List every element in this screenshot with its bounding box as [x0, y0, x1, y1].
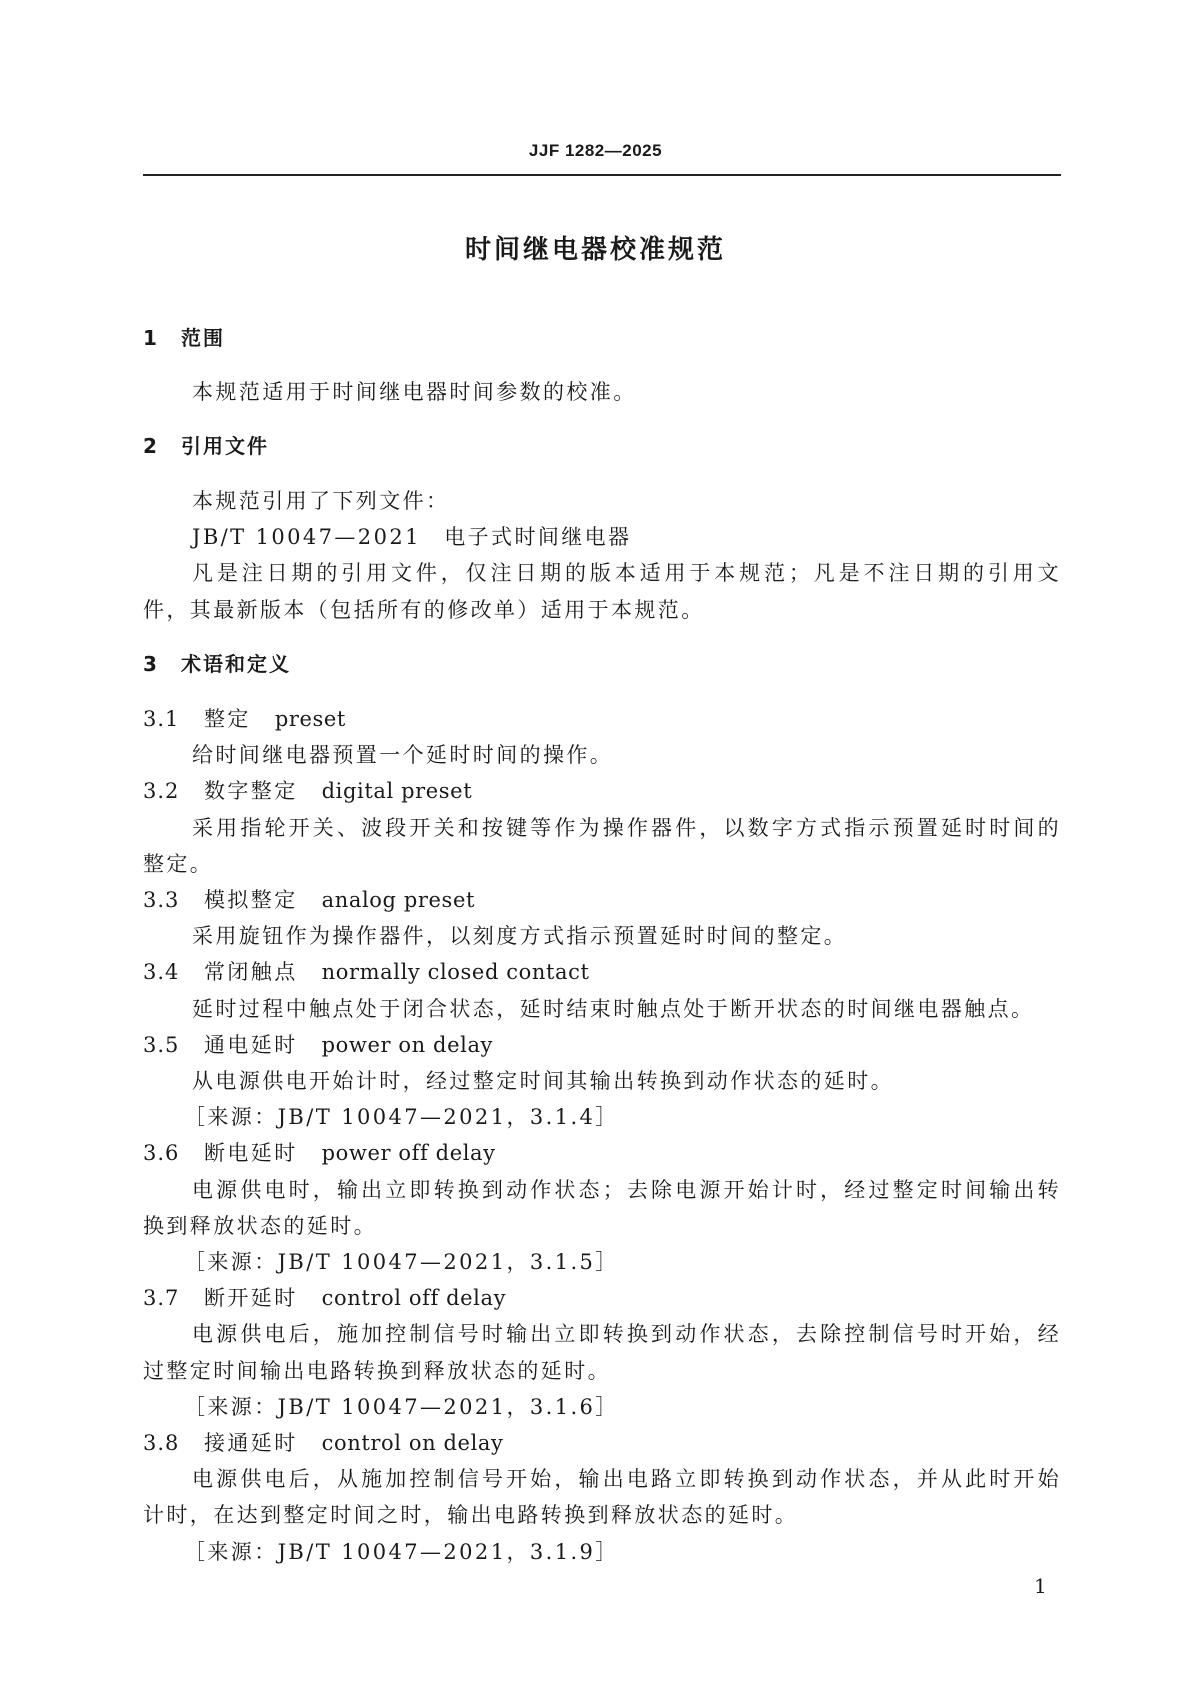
term-heading: [143, 957, 590, 987]
term-definition: 电源供电时，输出立即转换到动作状态；去除电源开始计时，经过整定时间输出转: [192, 1177, 1061, 1202]
term-english: digital preset: [321, 779, 473, 804]
term-definition: 采用指轮开关、波段开关和按键等作为操作器件，以数字方式指示预置延时时间的: [192, 815, 1061, 840]
section-number: 2: [143, 434, 159, 458]
document-title: 时间继电器校准规范: [464, 235, 726, 265]
term-definition: 从电源供电开始计时，经过整定时间其输出转换到动作状态的延时。: [192, 1069, 894, 1093]
term-english: preset: [274, 707, 346, 731]
term-number: 3.8: [143, 1431, 180, 1455]
section-3-heading: [143, 649, 291, 679]
term-chinese: 断电延时: [204, 1141, 298, 1166]
term-source: ［来源：JB/T 10047—2021，3.1.9］: [184, 1539, 619, 1564]
header-rule: [143, 174, 1061, 176]
reference-item: JB/T 10047—2021 电子式时间继电器: [192, 525, 632, 549]
term-heading: [143, 1428, 503, 1458]
section-number: 1: [143, 326, 159, 350]
term-chinese: 模拟整定: [204, 888, 298, 912]
term-english: control off delay: [321, 1286, 507, 1311]
term-definition: 给时间继电器预置一个延时时间的操作。: [192, 743, 614, 768]
term-heading: [143, 1138, 496, 1168]
term-heading: [143, 704, 346, 734]
paragraph: 件，其最新版本（包括所有的修改单）适用于本规范。: [143, 598, 705, 622]
term-english: normally closed contact: [321, 960, 590, 985]
term-number: 3.7: [143, 1286, 180, 1311]
term-source: ［来源：JB/T 10047—2021，3.1.6］: [184, 1394, 619, 1419]
term-number: 3.6: [143, 1141, 180, 1166]
paragraph: 本规范引用了下列文件：: [192, 489, 450, 513]
section-2-heading: [143, 431, 269, 461]
term-definition: 计时，在达到整定时间之时，输出电路转换到释放状态的延时。: [143, 1503, 799, 1528]
term-english: control on delay: [321, 1431, 504, 1455]
term-definition: 电源供电后，从施加控制信号开始，输出电路立即转换到动作状态，并从此时开始: [192, 1467, 1061, 1492]
term-number: 3.4: [143, 960, 180, 985]
term-number: 3.5: [143, 1032, 180, 1057]
term-english: power on delay: [321, 1032, 494, 1057]
term-english: power off delay: [321, 1141, 496, 1166]
term-number: 3.2: [143, 779, 180, 804]
term-chinese: 数字整定: [204, 779, 298, 804]
term-source: ［来源：JB/T 10047—2021，3.1.5］: [184, 1250, 619, 1274]
section-1-heading: [143, 323, 225, 353]
term-chinese: 整定: [204, 707, 251, 731]
term-definition: 采用旋钮作为操作器件，以刻度方式指示预置延时时间的整定。: [192, 924, 848, 949]
paragraph: 凡是注日期的引用文件，仅注日期的版本适用于本规范；凡是不注日期的引用文: [192, 561, 1061, 585]
term-heading: [143, 1030, 493, 1060]
section-title: 术语和定义: [181, 652, 291, 676]
term-definition: 电源供电后，施加控制信号时输出立即转换到动作状态，去除控制信号时开始，经: [192, 1322, 1061, 1347]
term-definition: 延时过程中触点处于闭合状态，延时结束时触点处于断开状态的时间继电器触点。: [192, 996, 1035, 1021]
term-definition: 整定。: [143, 851, 214, 876]
term-heading: [143, 1283, 506, 1313]
document-header: JJF 1282—2025: [528, 141, 663, 160]
term-chinese: 常闭触点: [204, 960, 298, 985]
term-chinese: 通电延时: [204, 1032, 298, 1057]
term-source: ［来源：JB/T 10047—2021，3.1.4］: [184, 1105, 619, 1130]
section-title: 引用文件: [181, 434, 269, 458]
term-number: 3.3: [143, 888, 180, 912]
term-definition: 换到释放状态的延时。: [143, 1213, 377, 1238]
term-english: analog preset: [321, 888, 476, 912]
page-number: 1: [1034, 1574, 1047, 1598]
term-heading: [143, 776, 472, 806]
section-number: 3: [143, 652, 159, 676]
term-chinese: 断开延时: [204, 1286, 298, 1311]
paragraph: 本规范适用于时间继电器时间参数的校准。: [192, 380, 637, 404]
term-definition: 过整定时间输出电路转换到释放状态的延时。: [143, 1358, 611, 1383]
section-title: 范围: [181, 326, 225, 350]
term-chinese: 接通延时: [204, 1431, 298, 1455]
term-number: 3.1: [143, 707, 180, 731]
term-heading: [143, 885, 475, 915]
